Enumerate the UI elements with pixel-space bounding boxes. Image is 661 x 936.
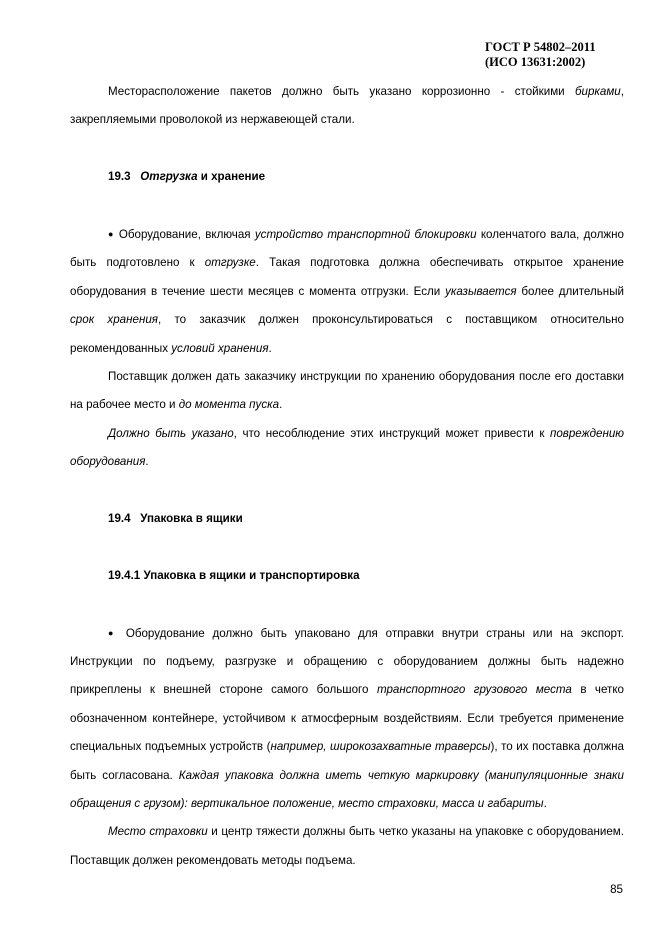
section-heading-19-4-1: 19.4.1 Упаковка в ящики и транспортировка [108, 568, 360, 582]
paragraph-shipment-preparation: ● Оборудование, включая устройство транспортной блокировки коленчатого вала, должно быть подготовлено к отгрузке. Такая подготовка должна обеспечивать открытое хранение оборудования в течение шести месяцев с момента отгрузки. Если указывается более длительный срок хранения, то заказчик должен проконсультироваться с поставщиком относительно рекомендованных условий хранения. [70, 228, 625, 355]
document-body [70, 78, 624, 875]
paragraph-packing-transport: ● Оборудование должно быть упаковано для отправки внутри страны или на экспорт. Инструкции по подъему, разгрузке и обращению с оборудованием должны быть надежно прикреплены к внешней стороне самого большого транспортного грузового места в четко обозначенном контейнере, устойчивом к атмосферным воздействиям. Если требуется применение специальных подъемных устройств (например, широкозахватные траверсы), то их поставка должна быть согласована. Каждая упаковка должна иметь четкую маркировку (манипуляционные знаки обращения с грузом): вертикальное положение, место страховки, масса и габариты. [70, 626, 625, 811]
paragraph-lifting-points: Место страховки и центр тяжести должны быть четко указаны на упаковке с оборудованием. Поставщик должен рекомендовать методы подъема. [70, 825, 624, 867]
paragraph-package-location: Месторасположение пакетов должно быть указано коррозионно - стойкими бирками, закрепляемыми проволокой из нержавеющей стали. [70, 85, 624, 127]
standard-iso-ref: (ИСО 13631:2002) [485, 55, 586, 69]
paragraph-damage-warning: Должно быть указано, что несоблюдение этих инструкций может привести к повреждению оборудования. [70, 426, 624, 469]
section-heading-19-4: 19.4 Упаковка в ящики [108, 512, 243, 526]
bullet-icon: ● [108, 627, 119, 638]
paragraph-storage-instructions: Поставщик должен дать заказчику инструкции по хранению оборудования после его доставки на рабочее место и до момента пуска. [70, 370, 624, 412]
standard-number: ГОСТ Р 54802–2011 [485, 40, 596, 54]
page-number: 85 [610, 883, 623, 896]
section-heading-19-3: 19.3 Отгрузка и хранение [108, 170, 266, 184]
document-header [485, 40, 615, 70]
bullet-icon: ● [108, 229, 115, 239]
